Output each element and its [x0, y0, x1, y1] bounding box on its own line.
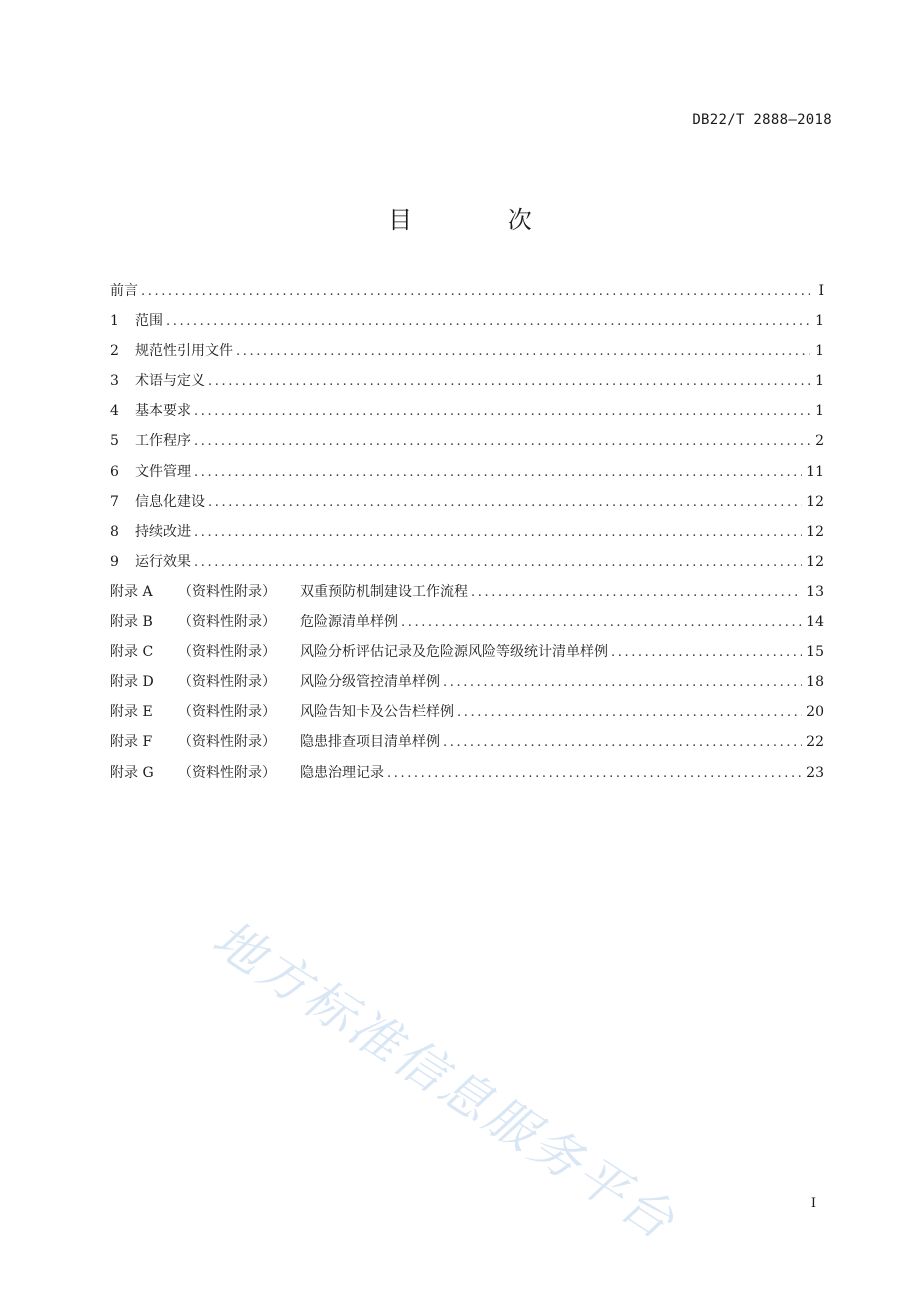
toc-page-number: 11 [806, 463, 824, 480]
toc-entry[interactable] [110, 306, 824, 336]
toc-page-number: I [818, 283, 824, 299]
toc-dot-leader [194, 458, 802, 488]
toc-section-number: 9 [110, 553, 119, 570]
toc-entry[interactable] [110, 758, 824, 788]
toc-appendix-type: （资料性附录） [178, 583, 276, 600]
watermark: 地方标准信息服务平台 [202, 909, 687, 1252]
toc-page-number: 12 [806, 553, 824, 570]
toc-entry[interactable] [110, 697, 824, 727]
toc-dot-leader [208, 488, 802, 518]
toc-entry[interactable] [110, 487, 824, 517]
toc-page-number: 20 [806, 704, 824, 721]
toc-dot-leader [194, 548, 802, 578]
toc-entry-title: 双重预防机制建设工作流程 [300, 583, 468, 600]
toc-appendix-label: 附录 C [110, 644, 154, 661]
toc-entry-title: 工作程序 [135, 433, 191, 450]
toc-appendix-label: 附录 A [110, 583, 153, 600]
toc-entry[interactable] [110, 396, 824, 426]
toc-section-number: 4 [110, 403, 119, 420]
toc-entry[interactable] [110, 667, 824, 697]
toc-dot-leader [208, 367, 810, 397]
toc-section-number: 3 [110, 373, 119, 390]
toc-section-number: 7 [110, 493, 119, 510]
toc-entry-title: 隐患治理记录 [300, 764, 384, 781]
toc-dot-leader [443, 728, 802, 758]
toc-section-number: 6 [110, 463, 119, 480]
toc-entry-title: 范围 [135, 313, 163, 330]
toc-entry[interactable] [110, 426, 824, 456]
page-number: I [810, 1196, 816, 1211]
toc-entry-title: 文件管理 [135, 463, 191, 480]
toc-entry-title: 风险分析评估记录及危险源风险等级统计清单样例 [300, 644, 608, 661]
toc-page-number: 15 [806, 644, 824, 661]
toc-dot-leader [166, 307, 810, 337]
toc-entry[interactable] [110, 366, 824, 396]
toc-appendix-label: 附录 E [110, 704, 153, 721]
toc-entry-title: 基本要求 [135, 403, 191, 420]
toc-dot-leader [194, 397, 810, 427]
toc-section-number: 5 [110, 433, 119, 450]
toc-page-number: 18 [806, 674, 824, 691]
toc-entry-title: 前言 [110, 283, 138, 299]
toc-entry[interactable] [110, 727, 824, 757]
toc-page-number: 22 [806, 734, 824, 751]
toc-dot-leader [141, 277, 810, 307]
toc-entry[interactable] [110, 336, 824, 366]
toc-entry-title: 规范性引用文件 [135, 343, 233, 360]
toc-entry-title: 危险源清单样例 [300, 614, 398, 631]
toc-dot-leader [471, 578, 802, 608]
toc-appendix-type: （资料性附录） [178, 614, 276, 631]
toc-entry[interactable] [110, 577, 824, 607]
toc-entry[interactable] [110, 637, 824, 667]
toc-page-number: 1 [815, 313, 824, 330]
toc-page-number: 1 [815, 343, 824, 360]
toc-section-number: 1 [110, 313, 119, 330]
page-title: 目 次 [388, 206, 576, 234]
toc-appendix-type: （资料性附录） [178, 704, 276, 721]
toc-dot-leader [387, 759, 802, 789]
toc-dot-leader [611, 638, 802, 668]
toc-entry-title: 持续改进 [135, 523, 191, 540]
toc-page-number: 23 [806, 764, 824, 781]
toc-appendix-label: 附录 F [110, 734, 153, 751]
toc-dot-leader [401, 608, 802, 638]
toc-appendix-label: 附录 B [110, 614, 153, 631]
toc-section-number: 2 [110, 343, 119, 360]
toc-page-number: 14 [806, 614, 824, 631]
toc-entry-title: 信息化建设 [135, 493, 205, 510]
toc-page-number: 2 [815, 433, 824, 450]
toc-dot-leader [457, 698, 802, 728]
toc-appendix-label: 附录 G [110, 764, 154, 781]
toc-entry[interactable] [110, 457, 824, 487]
toc-page-number: 12 [806, 493, 824, 510]
document-code: DB22/T 2888—2018 [692, 112, 832, 128]
toc-entry-title: 隐患排查项目清单样例 [300, 734, 440, 751]
toc-dot-leader [443, 668, 802, 698]
toc-appendix-type: （资料性附录） [178, 764, 276, 781]
toc-appendix-type: （资料性附录） [178, 734, 276, 751]
toc-entry-title: 术语与定义 [135, 373, 205, 390]
toc-page-number: 1 [815, 373, 824, 390]
toc-appendix-type: （资料性附录） [178, 644, 276, 661]
toc-entry-title: 风险分级管控清单样例 [300, 674, 440, 691]
toc-entry-title: 风险告知卡及公告栏样例 [300, 704, 454, 721]
toc-entry[interactable] [110, 517, 824, 547]
toc-section-number: 8 [110, 523, 119, 540]
toc-appendix-label: 附录 D [110, 674, 154, 691]
toc-page-number: 12 [806, 523, 824, 540]
toc-dot-leader [236, 337, 810, 367]
toc-appendix-type: （资料性附录） [178, 674, 276, 691]
toc-page-number: 13 [806, 583, 824, 600]
toc-entry[interactable] [110, 607, 824, 637]
toc-dot-leader [194, 518, 802, 548]
toc-page-number: 1 [815, 403, 824, 420]
toc-dot-leader [194, 427, 810, 457]
toc-entry[interactable] [110, 547, 824, 577]
table-of-contents [110, 276, 824, 788]
toc-entry[interactable] [110, 276, 824, 306]
toc-entry-title: 运行效果 [135, 553, 191, 570]
